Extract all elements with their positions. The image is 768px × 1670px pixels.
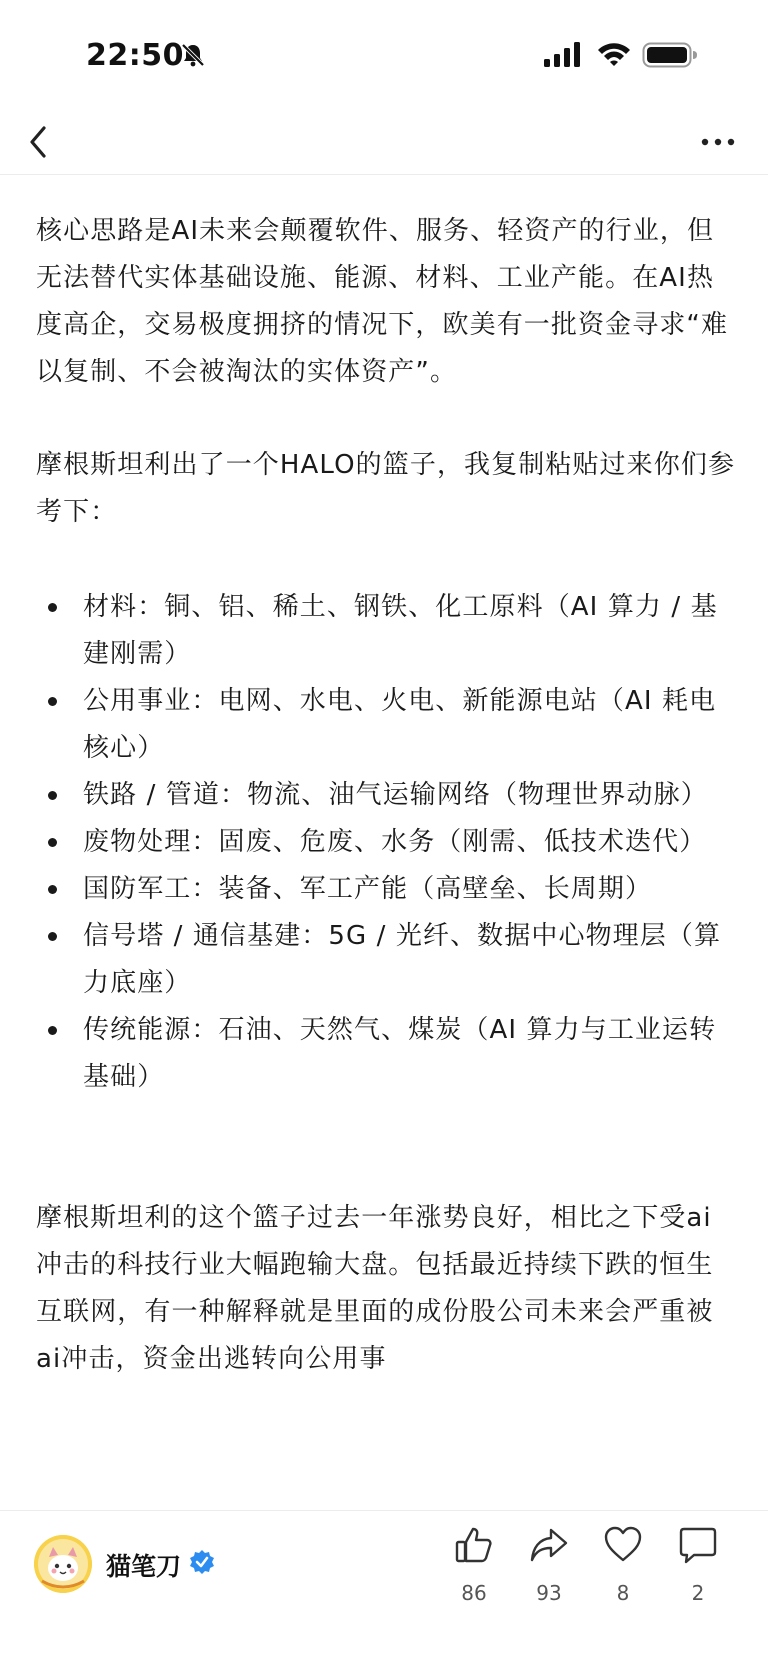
comment-count: 2 — [691, 1581, 705, 1605]
article-body — [36, 208, 736, 1383]
share-button[interactable] — [519, 1525, 579, 1605]
more-dots-icon[interactable] — [698, 124, 738, 160]
comment-bubble-icon — [678, 1525, 718, 1565]
favorite-button[interactable] — [593, 1525, 653, 1605]
list-item — [36, 819, 736, 866]
like-button[interactable] — [444, 1525, 504, 1605]
bullet-icon — [48, 932, 57, 941]
wifi-icon — [596, 40, 632, 68]
bullet-icon — [48, 791, 57, 800]
bell-muted-icon — [180, 42, 206, 68]
share-arrow-icon — [529, 1525, 569, 1565]
bullet-list — [36, 584, 736, 1101]
list-item-text: 材料：铜、铝、稀土、钢铁、化工原料（AI 算力 / 基建刚需） — [83, 592, 718, 669]
author-name[interactable]: 猫笔刀 — [106, 1552, 182, 1581]
like-count: 86 — [461, 1581, 487, 1605]
list-item — [36, 1007, 736, 1101]
list-item — [36, 772, 736, 819]
status-bar — [0, 0, 768, 110]
bullet-icon — [48, 885, 57, 894]
list-item-text: 信号塔 / 通信基建：5G / 光纤、数据中心物理层（算力底座） — [83, 921, 722, 998]
bullet-icon — [48, 1026, 57, 1035]
avatar-cat-icon — [34, 1535, 92, 1593]
thumbs-up-icon — [454, 1525, 494, 1565]
bottom-action-bar — [0, 1510, 768, 1670]
share-count: 93 — [536, 1581, 562, 1605]
list-item — [36, 866, 736, 913]
bullet-icon — [48, 603, 57, 612]
battery-icon — [642, 42, 698, 68]
list-item — [36, 913, 736, 1007]
list-item-text: 公用事业：电网、水电、火电、新能源电站（AI 耗电核心） — [83, 686, 717, 763]
list-item — [36, 678, 736, 772]
heart-icon — [603, 1525, 643, 1565]
chevron-left-icon[interactable] — [24, 120, 54, 164]
nav-bar — [0, 110, 768, 175]
bullet-icon — [48, 697, 57, 706]
avatar[interactable] — [34, 1535, 92, 1593]
article-paragraph: 摩根斯坦利出了一个HALO的篮子，我复制粘贴过来你们参考下： — [36, 450, 736, 527]
comment-button[interactable] — [668, 1525, 728, 1605]
article-paragraph: 摩根斯坦利的这个篮子过去一年涨势良好，相比之下受ai冲击的科技行业大幅跑输大盘。包括最近持续下跌的恒生互联网，有一种解释就是里面的成份股公司未来会严重被ai冲击，资金出逃转向公用事 — [36, 1203, 714, 1374]
list-item-text: 铁路 / 管道：物流、油气运输网络（物理世界动脉） — [83, 780, 708, 810]
list-item — [36, 584, 736, 678]
cellular-signal-icon — [543, 42, 583, 68]
list-item-text: 传统能源：石油、天然气、煤炭（AI 算力与工业运转基础） — [83, 1015, 717, 1092]
favorite-count: 8 — [616, 1581, 630, 1605]
bullet-icon — [48, 838, 57, 847]
status-time: 22:50 — [86, 38, 184, 73]
verified-badge-icon — [189, 1549, 215, 1575]
list-item-text: 废物处理：固废、危废、水务（刚需、低技术迭代） — [83, 827, 707, 857]
list-item-text: 国防军工：装备、军工产能（高壁垒、长周期） — [83, 874, 653, 904]
article-paragraph: 核心思路是AI未来会颠覆软件、服务、轻资产的行业，但无法替代实体基础设施、能源、材料、工业产能。在AI热度高企，交易极度拥挤的情况下，欧美有一批资金寻求“难以复制、不会被淘汰的实体资产”。 — [36, 216, 729, 387]
